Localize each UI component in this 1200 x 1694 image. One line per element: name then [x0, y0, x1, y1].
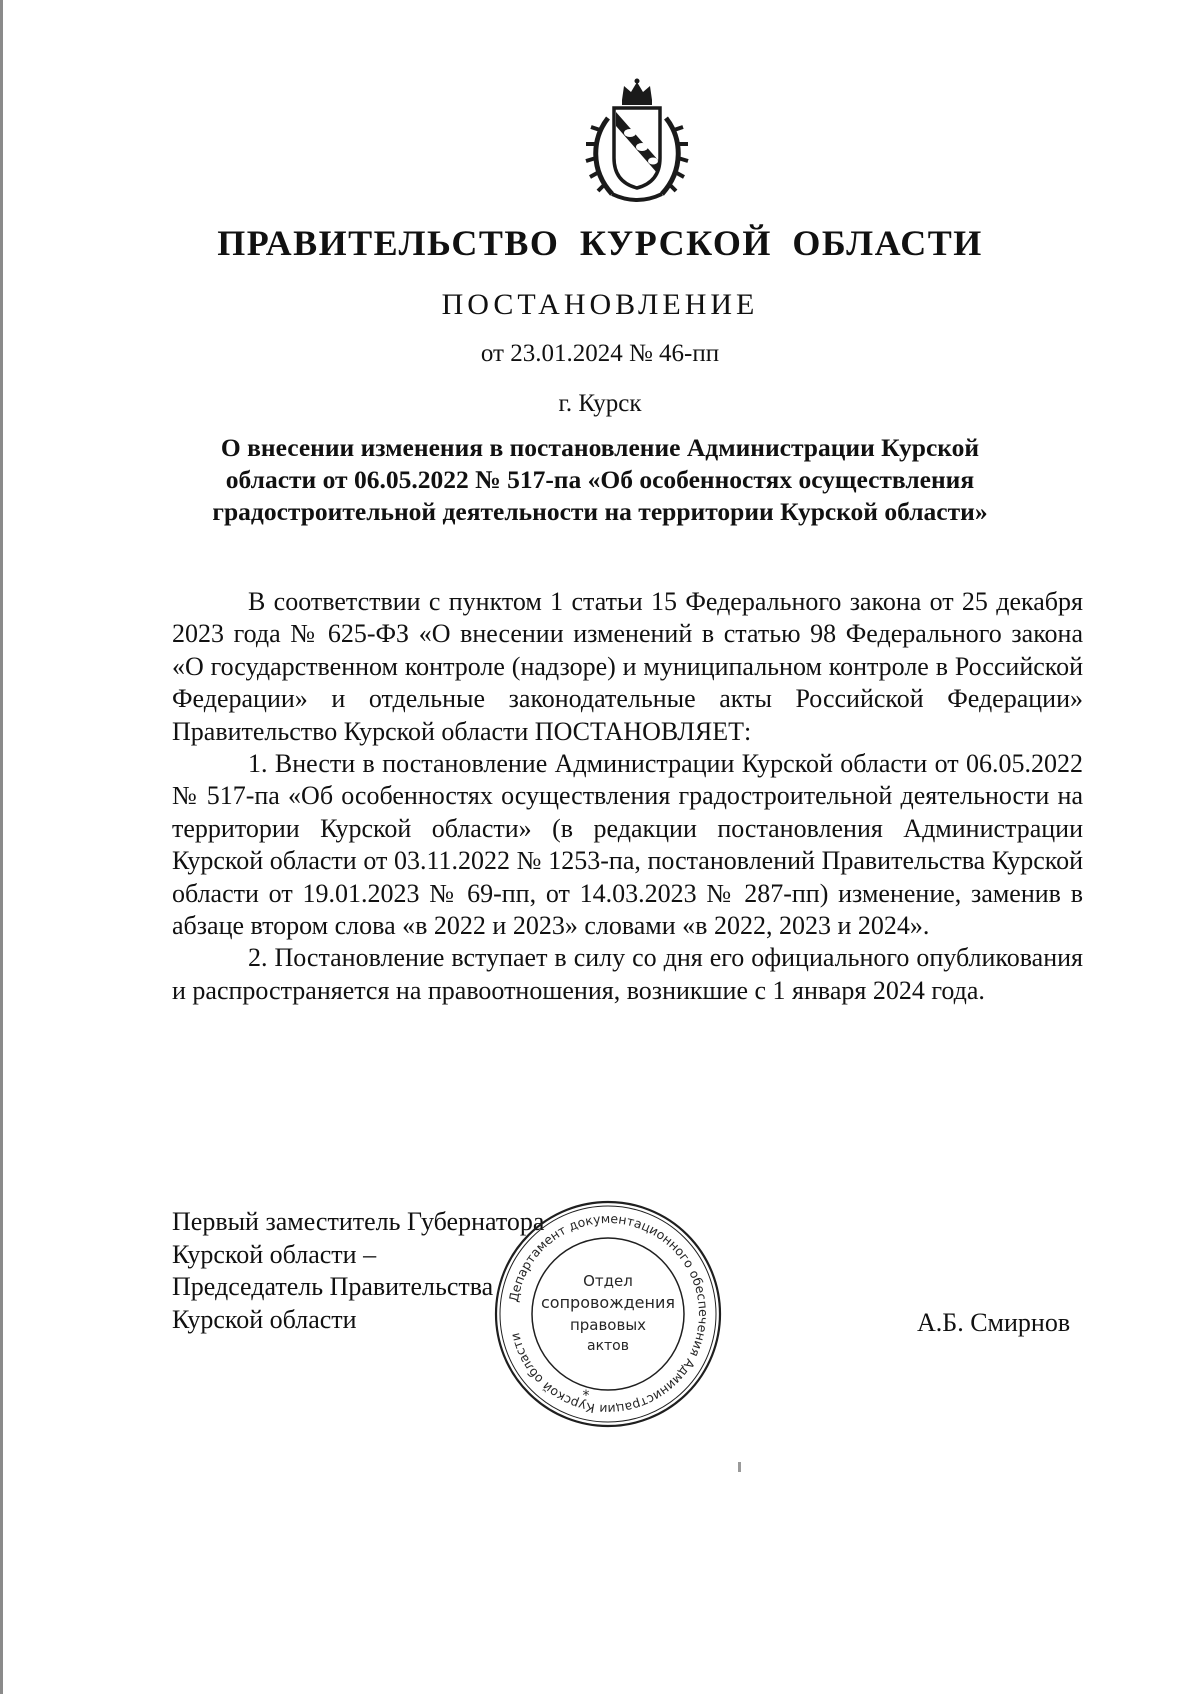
stamp-center-text: сопровождения	[540, 1293, 676, 1312]
signer-line: Первый заместитель Губернатора	[172, 1207, 545, 1236]
scan-speck	[738, 1462, 741, 1472]
signer-line: Курской области	[172, 1304, 357, 1334]
stamp-center-text: актов	[586, 1338, 630, 1354]
signer-name: А.Б. Смирнов	[917, 1308, 1071, 1337]
item-2-paragraph: 2. Постановление вступает в силу со дня его официального опубликования и распространяется на правоотношения, возникшие с 1 января 2024 года.	[172, 943, 1083, 1005]
preamble-paragraph: В соответствии с пунктом 1 статьи 15 Федерального закона от 25 декабря 2023 года № 625-ФЗ «О внесении изменений в статью 98 Федерального закона «О государственном контроле (надзоре) и муниципальном контроле в Российской Федерации» и отдельные законодательные акты Российской Федерации» Правительство Курской области ПОСТАНОВЛЯЕТ:	[172, 587, 1083, 746]
subject-line: О внесении изменения в постановление Администрации Курской	[220, 433, 980, 462]
stamp-ring-text: Департамент документационного обеспечения Администрации Курской области	[505, 1210, 712, 1418]
subject-line: области от 06.05.2022 № 517-па «Об особенностях осуществления	[225, 465, 975, 494]
official-stamp	[492, 1198, 724, 1430]
document-subject	[150, 432, 1050, 528]
document-date-number: от 23.01.2024 № 46-пп	[480, 340, 720, 367]
kursk-coat-of-arms-icon	[578, 78, 696, 206]
subject-line: градостроительной деятельности на территории Курской области»	[212, 497, 988, 526]
document-body	[172, 586, 1083, 1007]
stamp-star: *	[582, 1388, 590, 1404]
signer-title	[172, 1206, 544, 1336]
signer-line: Курской области –	[172, 1239, 377, 1269]
item-1-paragraph: 1. Внести в постановление Администрации Курской области от 06.05.2022 № 517-па «Об особенностях осуществления градостроительной деятельности на территории Курской области» (в редакции постановления Администрации Курской области от 03.11.2022 № 1253-па, постановлений Правительства Курской области от 19.01.2023 № 69-пп, от 14.03.2023 № 287-пп) изменение, заменив в абзаце втором слова «в 2022 и 2023» словами «в 2022, 2023 и 2024».	[172, 749, 1083, 941]
stamp-center-text: правовых	[569, 1316, 647, 1334]
signer-line: Председатель Правительства	[172, 1272, 494, 1301]
government-title: ПРАВИТЕЛЬСТВО КУРСКОЙ ОБЛАСТИ	[217, 223, 983, 263]
stamp-center-text: Отдел	[583, 1272, 633, 1290]
document-type: ПОСТАНОВЛЕНИЕ	[441, 288, 759, 321]
document-city: г. Курск	[558, 390, 642, 417]
